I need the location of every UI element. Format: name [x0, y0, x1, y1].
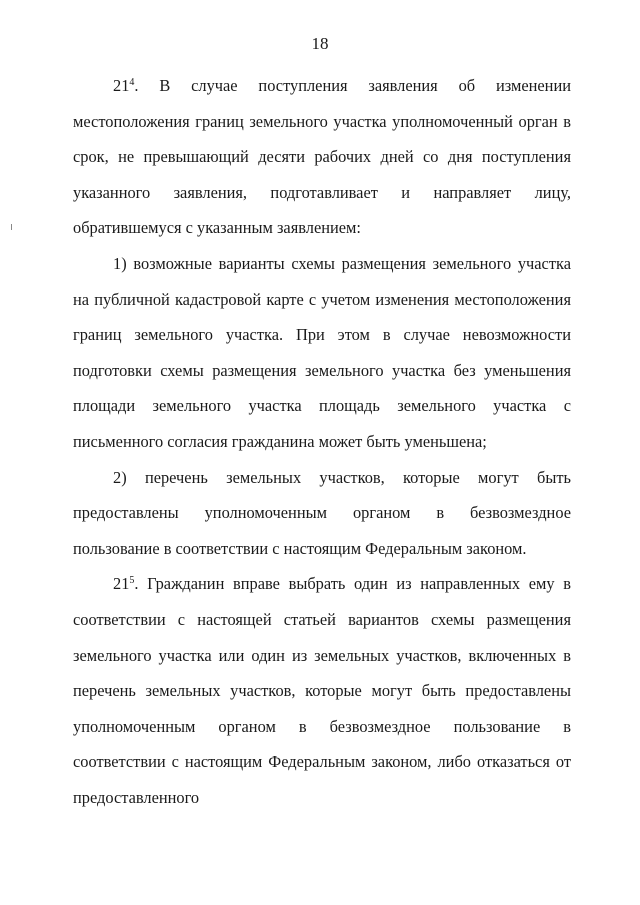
paragraph-21-4 — [73, 68, 571, 246]
list-item-text: 1) возможные варианты схемы размещения земельного участка на публичной кадастровой карте с учетом изменения местоположения границ земельного участка. При этом в случае невозможности подготовки схемы размещения земельного участка без уменьшения площади земельного участка площадь земельного участка с письменного согласия гражданина может быть уменьшена; — [73, 253, 571, 451]
margin-mark — [11, 224, 12, 230]
paragraph-21-5 — [73, 566, 571, 815]
list-item-2 — [73, 460, 571, 567]
list-item-1 — [73, 246, 571, 460]
document-body — [73, 68, 571, 815]
list-item-text: 2) перечень земельных участков, которые могут быть предоставлены уполномоченным органом в безвозмездное пользование в соответствии с настоящим Федеральным законом. — [73, 467, 571, 558]
paragraph-number: 21 — [113, 76, 130, 95]
paragraph-superscript: 4 — [129, 77, 135, 88]
page-number: 18 — [311, 34, 329, 53]
paragraph-superscript: 5 — [129, 575, 135, 587]
paragraph-number: 21 — [113, 574, 130, 594]
paragraph-text: . Гражданин вправе выбрать один из направленных ему в соответствии с настоящей статьей вариантов схемы размещения земельного участка или один из земельных участков, включенных в перечень земельных участков, которые могут быть предоставлены уполномоченным органом в безвозмездное пользование в соответствии с настоящим Федеральным законом, либо отказаться от предоставленного — [73, 574, 571, 807]
paragraph-text: . В случае поступления заявления об изменении местоположения границ земельного участка уполномоченный орган в срок, не превышающий десяти рабочих дней со дня поступления указанного заявления, подготавливает и направляет лицу, обратившемуся с указанным заявлением: — [73, 76, 571, 238]
